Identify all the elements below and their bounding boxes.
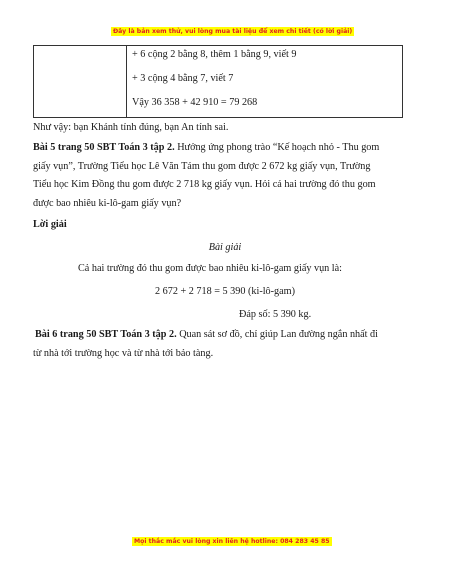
footer-banner: Mọi thắc mắc vui lòng xin liên hệ hotline: 084 283 45 85 xyxy=(134,538,330,545)
exercise-5-title: Bài 5 trang 50 SBT Toán 3 tập 2. xyxy=(33,142,175,153)
solution-heading: Lời giải xyxy=(33,219,67,230)
exercise-6-line xyxy=(35,327,378,342)
solution-calculation: 2 672 + 2 718 = 5 390 (ki-lô-gam) xyxy=(155,286,295,297)
solution-title: Bài giải xyxy=(208,242,242,253)
table-line: + 6 cộng 2 bằng 8, thêm 1 bằng 9, viết 9 xyxy=(132,49,297,60)
table-divider xyxy=(126,46,127,117)
exercise-6-text: Quan sát sơ đồ, chỉ giúp Lan đường ngắn nhất đi xyxy=(176,329,378,340)
exercise-5-line: được bao nhiêu ki-lô-gam giấy vụn? xyxy=(33,198,182,209)
calculation-table xyxy=(33,45,403,118)
exercise-5-text: Hưởng ứng phong trào “Kế hoạch nhỏ - Thu gom xyxy=(174,142,380,153)
conclusion-text: Như vậy: bạn Khánh tính đúng, bạn An tính sai. xyxy=(33,122,229,133)
exercise-5-line: Tiểu học Kim Đồng thu gom được 2 718 kg giấy vụn. Hỏi cả hai trường đó thu gom xyxy=(33,179,376,190)
table-line: + 3 cộng 4 bằng 7, viết 7 xyxy=(132,73,234,84)
exercise-6-line: từ nhà tới trường học và từ nhà tới bảo tàng. xyxy=(33,348,214,359)
exercise-5-line xyxy=(33,140,379,155)
header-banner: Đây là bản xem thử, vui lòng mua tài liệu để xem chi tiết (có lời giải) xyxy=(113,28,353,35)
table-line: Vậy 36 358 + 42 910 = 79 268 xyxy=(132,97,258,108)
solution-answer: Đáp số: 5 390 kg. xyxy=(239,309,312,320)
exercise-6-title: Bài 6 trang 50 SBT Toán 3 tập 2. xyxy=(35,329,177,340)
solution-question: Cả hai trường đó thu gom được bao nhiêu ki-lô-gam giấy vụn là: xyxy=(77,263,342,274)
exercise-5-line: giấy vụn”, Trường Tiểu học Lê Văn Tám thu gom được 2 672 kg giấy vụn, Trường xyxy=(33,161,371,172)
